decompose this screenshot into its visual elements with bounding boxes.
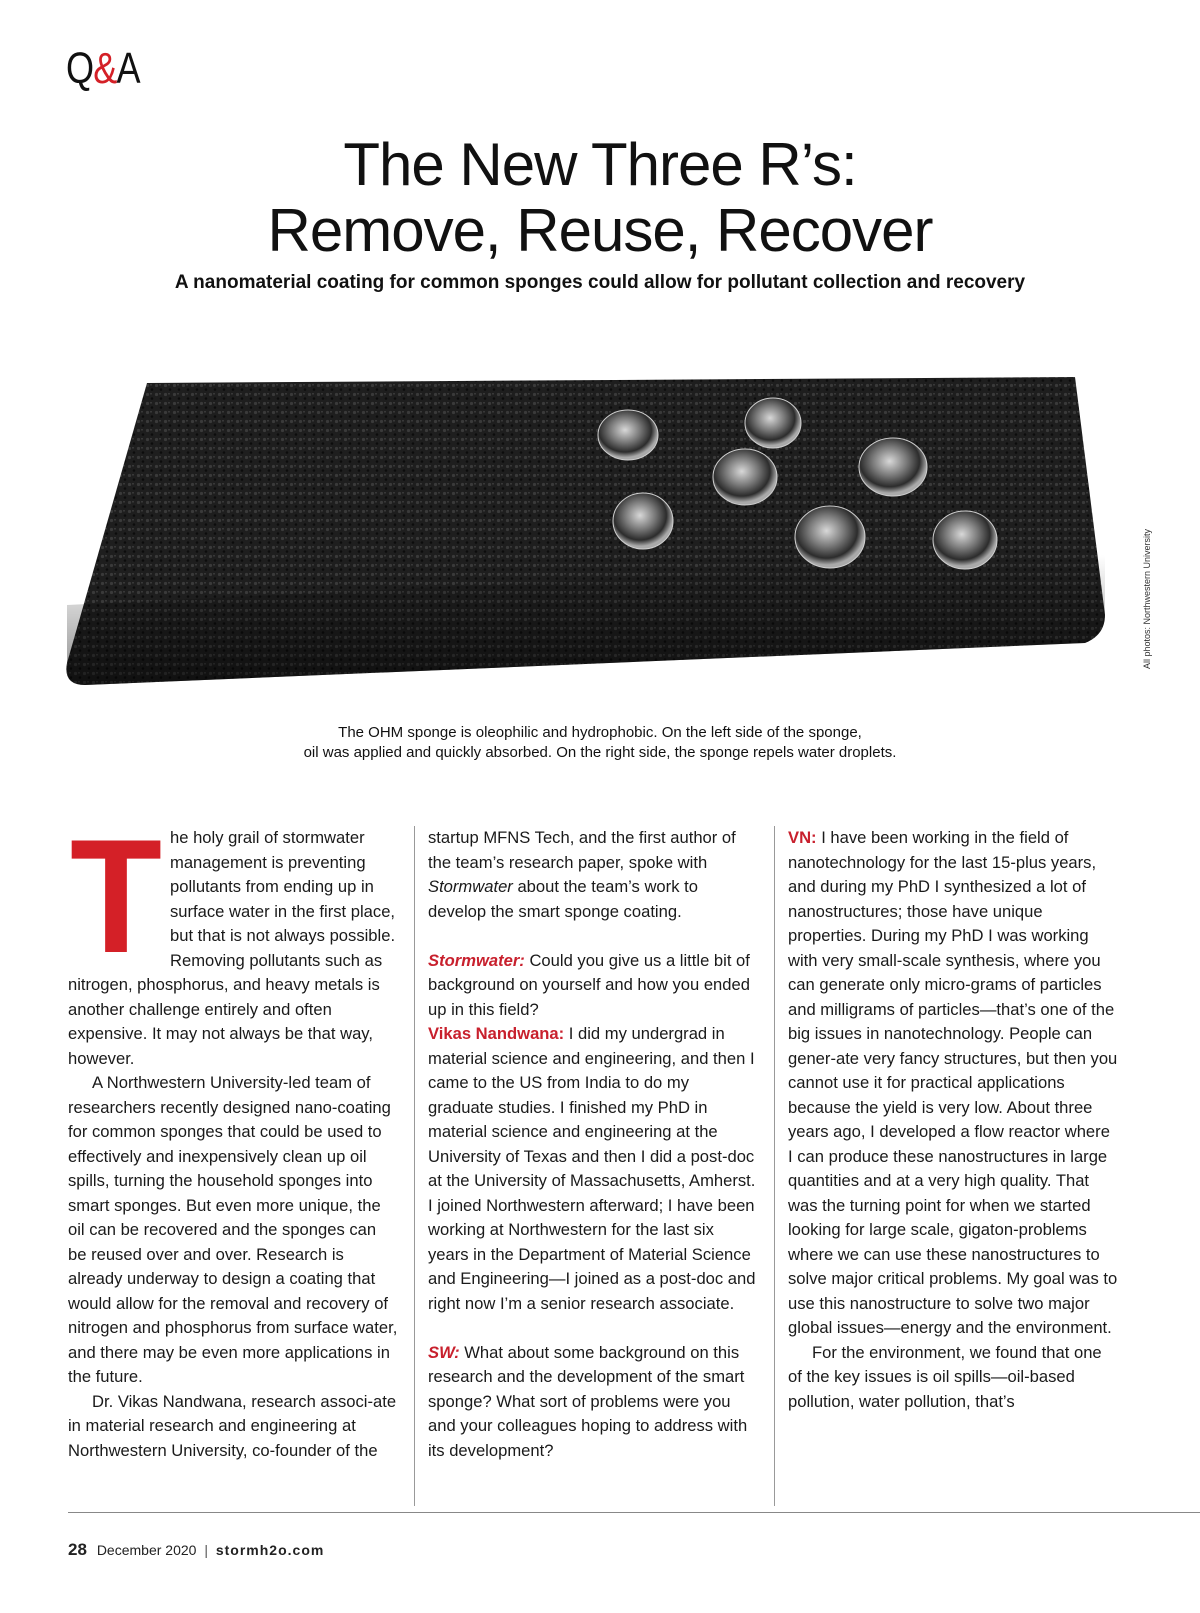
site-link[interactable]: stormh2o.com — [215, 1542, 325, 1558]
title-line-1: The New Three R’s: — [343, 131, 857, 198]
article-title — [0, 132, 1200, 264]
paragraph: For the environment, we found that one of the key issues is oil spills—oil-based pollution, water pollution, that’s — [788, 1342, 1102, 1411]
issue-date: December 2020 — [96, 1542, 197, 1558]
paragraph: he holy grail of stormwater management is preventing pollutants from ending up in surface water in the first place, but that is not always possible. Removing pollutants such as nitrogen, phosphorus, and heavy metals is another challenge entirely and often expensive. It may not always be that way, however. — [68, 828, 396, 1068]
question: SW: What about some background on this research and the development of the smart sponge? What sort of problems were you and your colleagues hoping to address with its development? — [428, 1342, 748, 1460]
question: Stormwater: Could you give us a little bit of background on yourself and how you ended up in this field? — [428, 950, 750, 1019]
sponge-photo — [55, 365, 1125, 710]
article-subtitle: A nanomaterial coating for common sponges could allow for pollutant collection and recovery — [174, 272, 1026, 293]
photo-credit: All photos: Northwestern University — [1142, 528, 1152, 670]
column-divider — [774, 826, 775, 1506]
paragraph: Dr. Vikas Nandwana, research associ-ate in material research and engineering at Northwestern University, co-founder of the — [68, 1391, 397, 1460]
footer-rule — [68, 1512, 1200, 1513]
caption-line-2: oil was applied and quickly absorbed. On the right side, the sponge repels water droplets. — [303, 744, 897, 761]
page-number: 28 — [68, 1540, 87, 1559]
column-divider — [414, 826, 415, 1506]
photo-caption — [0, 723, 1200, 763]
answer: Vikas Nandwana: I did my undergrad in material science and engineering, and then I came to the US from India to do my graduate studies. I finished my PhD in material science and engineering at the University of Texas and then I did a post-doc at the University of Massachusetts, Amherst. I joined Northwestern afterward; I have been working at Northwestern for the last six years in the Department of Material Science and Engineering—I joined as a post-doc and right now I’m a senior research associate. — [428, 1024, 756, 1313]
drop-cap-letter: T — [70, 830, 162, 952]
footer-separator: | — [204, 1542, 208, 1558]
section-tag: Q&A — [66, 44, 140, 93]
drop-cap — [68, 830, 164, 952]
article-column-2 — [428, 826, 758, 1463]
article-column-1 — [68, 826, 398, 1463]
answer: VN: I have been working in the field of nanotechnology for the last 15-plus years, and during my PhD I synthesized a lot of nanostructures; those have unique properties. During my PhD I was working with very small-scale synthesis, where you can generate only micro-grams of particles and milligrams of particles—that’s one of the big issues in nanotechnology. People can gener-ate very fancy structures, but then you cannot use it for practical applications because the yield is very low. About three years ago, I developed a flow reactor where I can produce these nanostructures in large quantities and at a very high quality. That was the turning point for when we started looking for large scale, gigaton-problems where we can use these nanostructures to solve major critical problems. My goal was to use this nanostructure to solve two major global issues—energy and the environment. — [788, 828, 1118, 1337]
paragraph: startup MFNS Tech, and the first author of the team’s research paper, spoke with Stormwater about the team’s work to develop the smart sponge coating. — [428, 828, 736, 921]
interviewer-label: SW: — [428, 1342, 460, 1362]
page-footer — [68, 1540, 324, 1560]
interviewee-label: Vikas Nandwana: — [428, 1024, 565, 1043]
caption-line-1: The OHM sponge is oleophilic and hydrophobic. On the left side of the sponge, — [338, 724, 862, 741]
paragraph: A Northwestern University-led team of researchers recently designed nano-coating for common sponges that could be used to effectively and inexpensively clean up oil spills, turning the household sponges into smart sponges. But even more unique, the oil can be recovered and the sponges can be reused over and over. Research is already underway to design a coating that would allow for the removal and recovery of nitrogen and phosphorus from surface water, and there may be even more applications in the future. — [68, 1073, 398, 1386]
article-column-3 — [788, 826, 1118, 1414]
interviewee-label: VN: — [788, 828, 817, 847]
interviewer-label: Stormwater: — [428, 950, 525, 970]
title-line-2: Remove, Reuse, Recover — [267, 197, 933, 264]
